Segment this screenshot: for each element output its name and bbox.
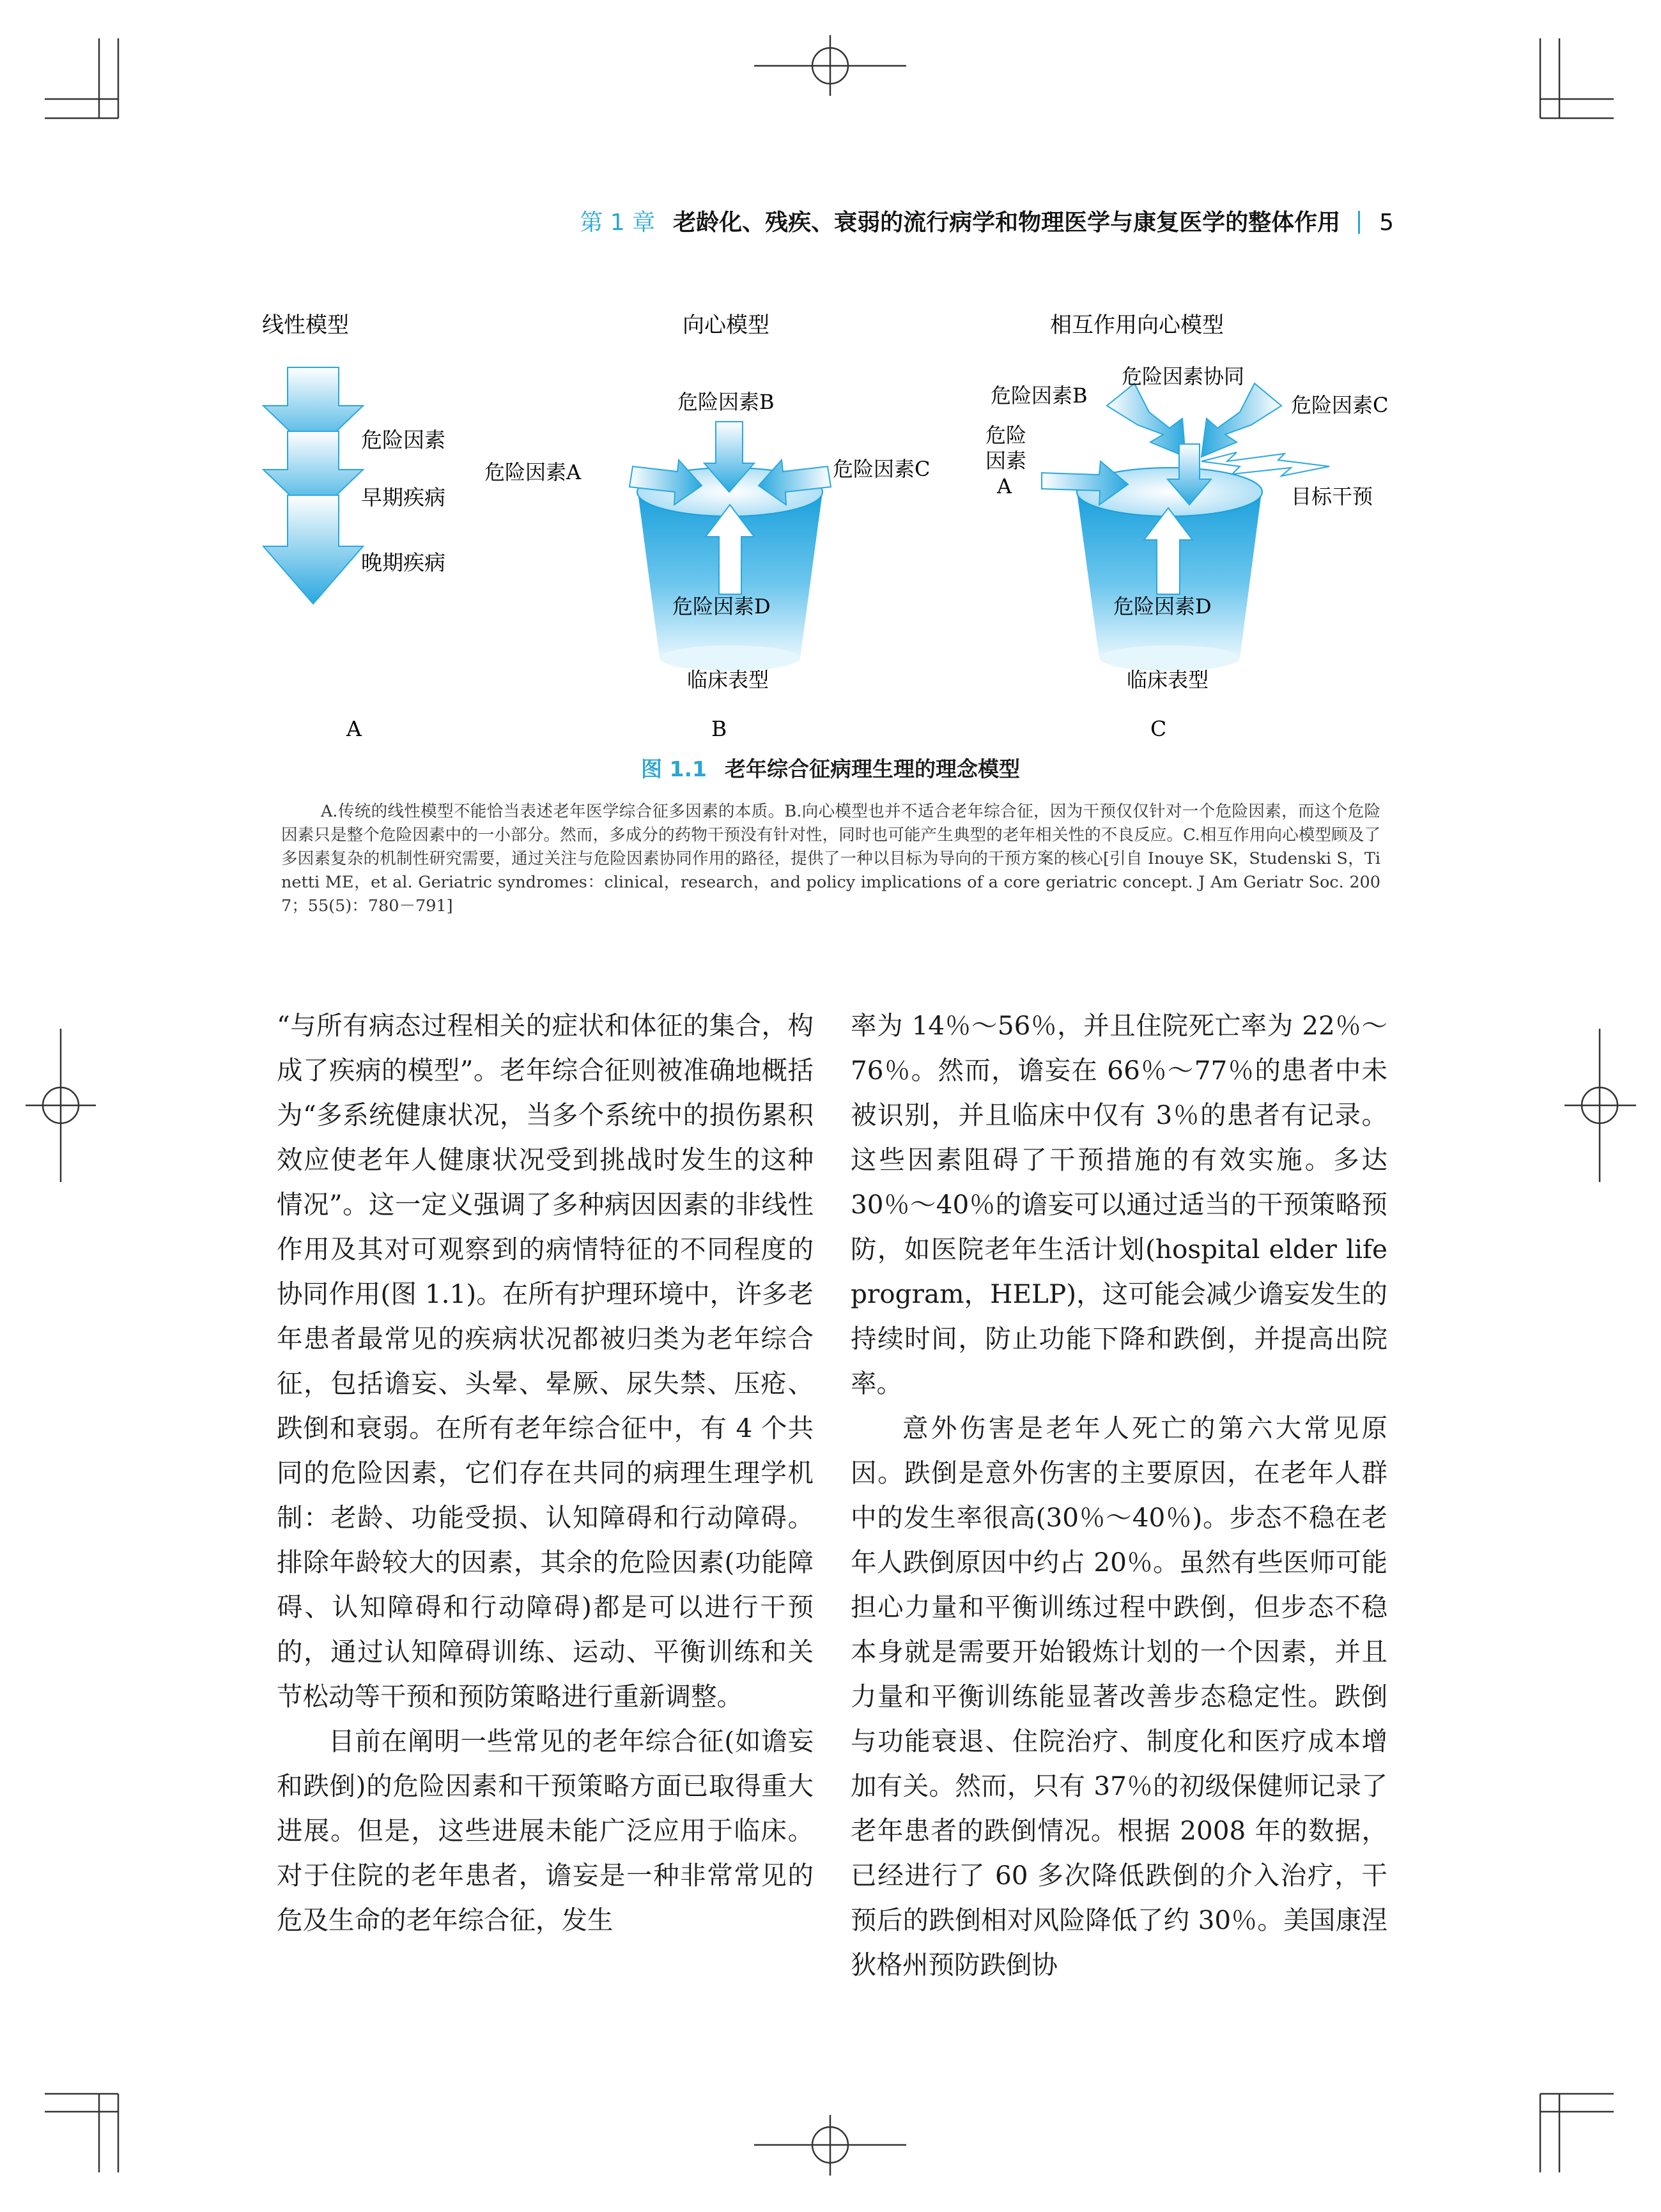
c-phenotype: 临床表型 — [1127, 668, 1209, 692]
figure-caption-text: 老年综合征病理生理的理念模型 — [724, 757, 1020, 781]
b-risk-a: 危险因素A — [484, 460, 582, 484]
figure-1-1 — [243, 294, 1419, 754]
c-risk-b: 危险因素B — [991, 383, 1088, 408]
body-column-right — [851, 1003, 1387, 1987]
panel-a-title: 线性模型 — [262, 312, 349, 338]
label-late-disease: 晚期疾病 — [361, 550, 445, 575]
paragraph: 目前在阐明一些常见的老年综合征(如谵妄和跌倒)的危险因素和干预策略方面已取得重大进展。但是，这些进展未能广泛应用于临床。对于住院的老年患者，谵妄是一种非常常见的危及生命的老年综合征，发生 — [277, 1726, 814, 1935]
b-phenotype: 临床表型 — [687, 668, 769, 692]
chapter-number: 第 1 章 — [580, 210, 656, 236]
b-risk-b: 危险因素B — [677, 390, 775, 414]
running-header — [580, 204, 1394, 237]
page-number: 5 — [1379, 210, 1394, 236]
paragraph: 意外伤害是老年人死亡的第六大常见原因。跌倒是意外伤害的主要原因，在老年人群中的发生率很高(30％～40％)。步态不稳在老年人跌倒原因中约占 20％。虽然有些医师可能担心力量和平衡训练过程中跌倒，但步态不稳本身就是需要开始锻炼计划的一个因素，并且力量和平衡训练能显著改善步态稳定性。跌倒与功能衰退、住院治疗、制度化和医疗成本增加有关。然而，只有 37％的初级保健师记录了老年患者的跌倒情况。根据 2008 年的数据，已经进行了 60 多次降低跌倒的介入治疗，干预后的跌倒相对风险降低了约 30％。美国康涅狄格州预防跌倒协 — [851, 1413, 1387, 1980]
c-risk-a-line3: A — [997, 474, 1012, 498]
c-risk-a-line2: 因素 — [985, 449, 1027, 473]
header-divider — [1358, 211, 1360, 234]
linear-arrows — [263, 367, 363, 604]
panel-b-title: 向心模型 — [683, 312, 769, 338]
c-target: 目标干预 — [1291, 484, 1373, 509]
chapter-title: 老龄化、残疾、衰弱的流行病学和物理医学与康复医学的整体作用 — [673, 210, 1341, 236]
paragraph: “与所有病态过程相关的症状和体征的集合，构成了疾病的模型”。老年综合征则被准确地概括为“多系统健康状况，当多个系统中的损伤累积效应使老年人健康状况受到挑战时发生的这种情况”。这一定义强调了多种病因因素的非线性作用及其对可观察到的病情特征的不同程度的协同作用(图 1.1)。在所有护理环境中，许多老年患者最常见的疾病状况都被归类为老年综合征，包括谵妄、头晕、晕厥、尿失禁、压疮、跌倒和衰弱。在所有老年综合征中，有 4 个共同的危险因素，它们存在共同的病理生理学机制：老龄、功能受损、认知障碍和行动障碍。排除年龄较大的因素，其余的危险因素(功能障碍、认知障碍和行动障碍)都是可以进行干预的，通过认知障碍训练、运动、平衡训练和关节松动等干预和预防策略进行重新调整。 — [277, 1010, 814, 1712]
figure-note: A.传统的线性模型不能恰当表述老年医学综合征多因素的本质。B.向心模型也并不适合老年综合征，因为干预仅仅针对一个危险因素，而这个危险因素只是整个危险因素中的一小部分。然而，多成分的药物干预没有针对性，同时也可能产生典型的老年相关性的不良反应。C.相互作用向心模型顾及了多因素复杂的机制性研究需要，通过关注与危险因素协同作用的路径，提供了一种以目标为导向的干预方案的核心[引自 Inouye SK，Studenski S，Tinetti ME，et al. Geriatric syndromes：clinical，research，and policy implications of a core geriatric concept. J Am Geriatr Soc. 2007；55(5)：780－791] — [281, 802, 1380, 916]
label-risk-factor: 危险因素 — [361, 427, 445, 452]
panel-a-letter: A — [346, 716, 362, 741]
panel-b-letter: B — [711, 716, 727, 741]
c-risk-c: 危险因素C — [1291, 393, 1389, 417]
paragraph: 率为 14％～56％，并且住院死亡率为 22％～76％。然而，谵妄在 66％～77％的患者中未被识别，并且临床中仅有 3％的患者有记录。这些因素阻碍了干预措施的有效实施。多达 30％～40％的谵妄可以通过适当的干预策略预防，如医院老年生活计划(hospital elder life program，HELP)，这可能会减少谵妄发生的持续时间，防止功能下降和跌倒，并提高出院率。 — [851, 1010, 1387, 1399]
c-risk-d: 危险因素D — [1113, 594, 1212, 618]
figure-caption — [0, 753, 1661, 783]
c-synergy: 危险因素协同 — [1122, 364, 1245, 388]
b-risk-c: 危险因素C — [833, 457, 931, 481]
panel-c-letter: C — [1150, 716, 1167, 741]
figure-label: 图 1.1 — [641, 757, 707, 781]
panel-c-title: 相互作用向心模型 — [1050, 312, 1224, 338]
c-risk-a-line1: 危险 — [985, 423, 1027, 447]
b-risk-d: 危险因素D — [672, 594, 771, 618]
body-column-left — [277, 1003, 814, 1942]
label-early-disease: 早期疾病 — [361, 485, 445, 510]
